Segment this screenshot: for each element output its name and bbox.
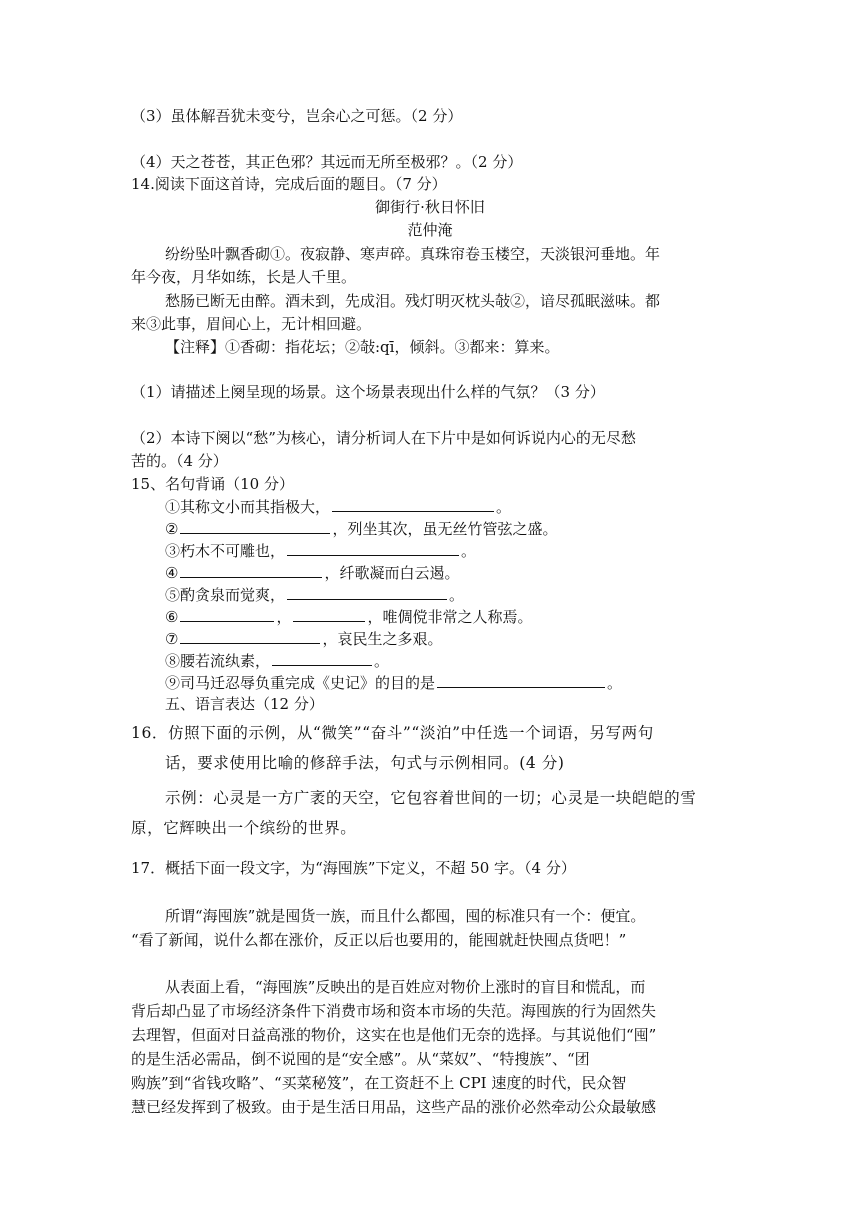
recitation-text: ①其称文小而其指极大， bbox=[165, 498, 331, 516]
answer-blank[interactable] bbox=[180, 628, 320, 644]
answer-blank[interactable] bbox=[287, 540, 459, 556]
q16-line2: 话，要求使用比喻的修辞手法，句式与示例相同。(4 分) bbox=[165, 754, 565, 772]
q13-item3: （3）虽体解吾犹未变兮，岂余心之可惩。（2 分） bbox=[131, 107, 463, 125]
recitation-text: ⑥ bbox=[165, 608, 179, 626]
recitation-item-3 bbox=[165, 540, 476, 561]
recitation-text: ，纤歌凝而白云遏。 bbox=[324, 564, 460, 582]
recitation-text: ⑧腰若流纨素， bbox=[165, 652, 271, 670]
answer-blank[interactable] bbox=[180, 518, 330, 534]
poem-stanza1-line2: 年今夜，月华如练，长是人千里。 bbox=[131, 268, 357, 286]
q16-example-line2: 原，它辉映出一个缤纷的世界。 bbox=[131, 819, 357, 837]
q16-example-line1: 示例：心灵是一方广袤的天空，它包容着世间的一切；心灵是一块皑皑的雪 bbox=[165, 789, 697, 807]
q17-para1-line1: 所谓“海囤族”就是囤货一族，而且什么都囤，囤的标准只有一个：便宜。 bbox=[165, 907, 646, 925]
answer-blank[interactable] bbox=[272, 650, 372, 666]
recitation-text: 。 bbox=[607, 674, 623, 692]
q14-sub2-line1: （2）本诗下阕以“愁”为核心，请分析词人在下片中是如何诉说内心的无尽愁 bbox=[131, 429, 636, 447]
recitation-item-6 bbox=[165, 606, 532, 627]
recitation-item-8 bbox=[165, 650, 389, 671]
recitation-text: ④ bbox=[165, 564, 179, 582]
recitation-text: 。 bbox=[374, 652, 390, 670]
recitation-item-5 bbox=[165, 584, 464, 605]
q17-prompt: 17．概括下面一段文字，为“海囤族”下定义，不超 50 字。（4 分） bbox=[131, 859, 576, 877]
q17-para2-line5: 购族”到“省钱攻略”、“买菜秘笈”，在工资赶不上 CPI 速度的时代，民众智 bbox=[131, 1074, 627, 1092]
q15-prompt: 15、名句背诵（10 分） bbox=[131, 475, 294, 493]
recitation-text: ⑦ bbox=[165, 630, 179, 648]
recitation-text: 。 bbox=[461, 542, 477, 560]
q14-sub1: （1）请描述上阕呈现的场景。这个场景表现出什么样的气氛？（3 分） bbox=[131, 383, 605, 401]
recitation-text: ，列坐其次，虽无丝竹管弦之盛。 bbox=[332, 520, 558, 538]
poem-title: 御街行·秋日怀旧 bbox=[375, 198, 485, 216]
recitation-text: ，唯倜傥非常之人称焉。 bbox=[367, 608, 533, 626]
recitation-item-1 bbox=[165, 496, 511, 517]
q17-para2-line1: 从表面上看，“海囤族”反映出的是百姓应对物价上涨时的盲目和慌乱，而 bbox=[165, 978, 646, 996]
recitation-text: ， bbox=[276, 608, 292, 626]
poem-stanza2-line2: 来③此事，眉间心上，无计相回避。 bbox=[131, 315, 372, 333]
poem-stanza2-line1: 愁肠已断无由醉。酒未到，先成泪。残灯明灭枕头敧②，谙尽孤眠滋味。都 bbox=[165, 292, 661, 310]
recitation-text: 。 bbox=[496, 498, 512, 516]
recitation-text: ⑨司马迁忍辱负重完成《史记》的目的是 bbox=[165, 674, 436, 692]
answer-blank[interactable] bbox=[180, 606, 274, 622]
section5-heading: 五、语言表达（12 分） bbox=[165, 695, 324, 713]
recitation-item-4 bbox=[165, 562, 459, 583]
recitation-text: ② bbox=[165, 520, 179, 538]
q17-para2-line3: 去理智，但面对日益高涨的物价，这实在也是他们无奈的选择。与其说他们“囤” bbox=[131, 1026, 657, 1044]
answer-blank[interactable] bbox=[293, 606, 365, 622]
q14-prompt: 14.阅读下面这首诗，完成后面的题目。（7 分） bbox=[131, 175, 447, 193]
recitation-text: 。 bbox=[449, 586, 465, 604]
q17-para2-line2: 背后却凸显了市场经济条件下消费市场和资本市场的失范。海囤族的行为固然失 bbox=[131, 1002, 657, 1020]
poem-annotation: 【注释】①香砌：指花坛；②敧:qī，倾斜。③都来：算来。 bbox=[165, 338, 560, 356]
recitation-item-9 bbox=[165, 672, 622, 693]
q16-line1: 16．仿照下面的示例，从“微笑”“奋斗”“淡泊”中任选一个词语，另写两句 bbox=[131, 724, 654, 742]
q17-para2-line6: 慧已经发挥到了极致。由于是生活日用品，这些产品的涨价必然牵动公众最敏感 bbox=[131, 1098, 657, 1116]
q17-para1-line2: “看了新闻，说什么都在涨价，反正以后也要用的，能囤就赶快囤点货吧！” bbox=[131, 931, 627, 949]
q14-sub2-line2: 苦的。（4 分） bbox=[131, 452, 228, 470]
answer-blank[interactable] bbox=[332, 496, 494, 512]
recitation-item-7 bbox=[165, 628, 442, 649]
recitation-text: ⑤酌贪泉而觉爽， bbox=[165, 586, 286, 604]
recitation-item-2 bbox=[165, 518, 557, 539]
poem-author: 范仲淹 bbox=[407, 221, 453, 239]
answer-blank[interactable] bbox=[437, 672, 605, 688]
q17-para2-line4: 的是生活必需品，倒不说囤的是“安全感”。从“菜奴”、“特搜族”、“团 bbox=[131, 1050, 590, 1068]
poem-stanza1-line1: 纷纷坠叶飘香砌①。夜寂静、寒声碎。真珠帘卷玉楼空，天淡银河垂地。年 bbox=[165, 245, 661, 263]
recitation-text: ，哀民生之多艰。 bbox=[322, 630, 443, 648]
answer-blank[interactable] bbox=[180, 562, 322, 578]
q13-item4: （4）天之苍苍，其正色邪？其远而无所至极邪？。（2 分） bbox=[131, 153, 523, 171]
recitation-text: ③朽木不可雕也， bbox=[165, 542, 286, 560]
answer-blank[interactable] bbox=[287, 584, 447, 600]
